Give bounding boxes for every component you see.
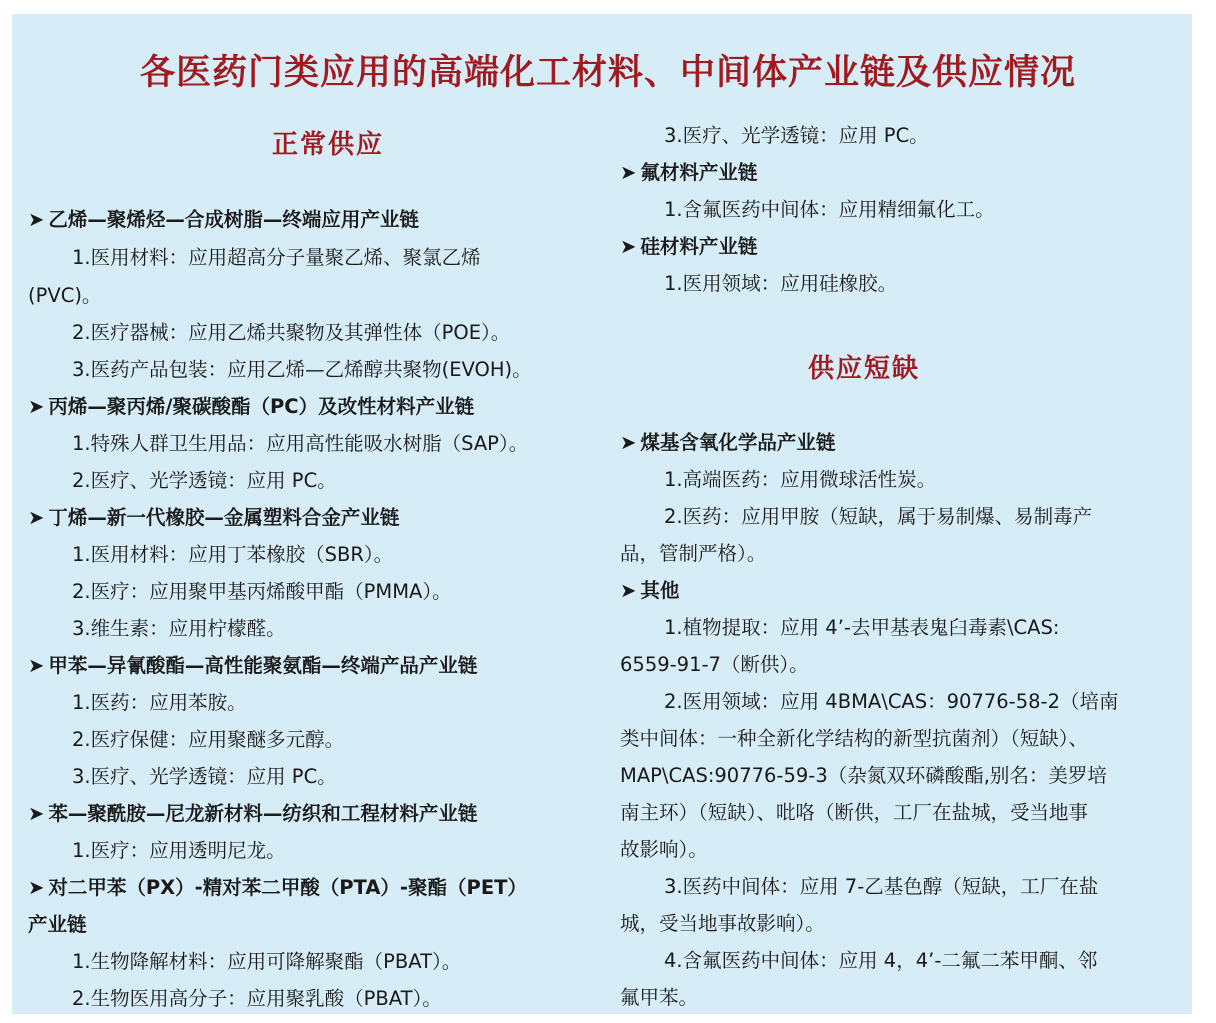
list-item: 2.医疗：应用聚甲基丙烯酸甲酯（PMMA）。	[72, 580, 452, 603]
list-item: 1.特殊人群卫生用品：应用高性能吸水树脂（SAP）。	[72, 432, 529, 455]
arrow-icon: ➤	[28, 654, 45, 677]
list-item: 1.医用材料：应用超高分子量聚乙烯、聚氯乙烯	[72, 246, 481, 269]
chain-heading: ➤ 对二甲苯（PX）-精对苯二甲酸（PTA）-聚酯（PET）	[28, 876, 527, 899]
chain-heading: ➤ 其他	[620, 579, 680, 602]
list-item: 3.维生素：应用柠檬醛。	[72, 617, 286, 640]
chain-heading: ➤ 丙烯—聚丙烯/聚碳酸酯（PC）及改性材料产业链	[28, 395, 475, 418]
arrow-icon: ➤	[28, 802, 45, 825]
list-item: 3.医疗、光学透镜：应用 PC。	[72, 765, 337, 788]
list-item: MAP\CAS:90776-59-3（杂氮双环磷酸酯,别名：美罗培	[620, 764, 1107, 787]
list-item: 2.医用领域：应用 4BMA\CAS：90776-58-2（培南	[664, 690, 1119, 713]
list-item: 品，管制严格）。	[620, 542, 767, 565]
list-item: 3.医药产品包装：应用乙烯—乙烯醇共聚物(EVOH)。	[72, 358, 532, 381]
arrow-icon: ➤	[620, 579, 637, 602]
chain-heading: ➤ 苯—聚酰胺—尼龙新材料—纺织和工程材料产业链	[28, 802, 478, 825]
list-item: 1.医用材料：应用丁苯橡胶（SBR）。	[72, 543, 394, 566]
arrow-icon: ➤	[28, 506, 45, 529]
chain-heading: ➤ 氟材料产业链	[620, 161, 758, 184]
section-title-shortage: 供应短缺	[808, 354, 921, 384]
arrow-icon: ➤	[28, 208, 45, 231]
chain-heading: ➤ 乙烯—聚烯烃—合成树脂—终端应用产业链	[28, 208, 419, 231]
chain-heading: ➤ 丁烯—新一代橡胶—金属塑料合金产业链	[28, 506, 400, 529]
list-item: 2.医疗、光学透镜：应用 PC。	[72, 469, 337, 492]
list-item: 2.医药：应用甲胺（短缺，属于易制爆、易制毒产	[664, 505, 1093, 528]
list-item: 1.高端医药：应用微球活性炭。	[664, 468, 937, 491]
list-item: 2.生物医用高分子：应用聚乳酸（PBAT）。	[72, 987, 442, 1010]
list-item: (PVC)。	[28, 284, 102, 307]
chain-heading: ➤ 煤基含氧化学品产业链	[620, 431, 836, 454]
list-item: 6559-91-7（断供）。	[620, 653, 809, 676]
list-item: 1.生物降解材料：应用可降解聚酯（PBAT）。	[72, 950, 462, 973]
arrow-icon: ➤	[28, 395, 45, 418]
list-item: 南主环）（短缺）、吡咯（断供，工厂在盐城，受当地事	[620, 801, 1089, 824]
chain-heading: ➤ 甲苯—异氰酸酯—高性能聚氨酯—终端产品产业链	[28, 654, 478, 677]
list-item: 1.植物提取：应用 4’-去甲基表鬼臼毒素\CAS:	[664, 616, 1060, 639]
arrow-icon: ➤	[620, 431, 637, 454]
page-title: 各医药门类应用的高端化工材料、中间体产业链及供应情况	[139, 53, 1076, 93]
chain-heading-continued: 产业链	[28, 913, 87, 936]
list-item: 氟甲苯。	[620, 986, 699, 1009]
section-title-normal-supply: 正常供应	[272, 130, 385, 160]
list-item: 1.医药：应用苯胺。	[72, 691, 247, 714]
arrow-icon: ➤	[620, 235, 637, 258]
list-item: 1.医疗：应用透明尼龙。	[72, 839, 286, 862]
list-item: 城，受当地事故影响）。	[620, 912, 825, 935]
arrow-icon: ➤	[28, 876, 45, 899]
chain-heading: ➤ 硅材料产业链	[620, 235, 758, 258]
list-item: 1.医用领域：应用硅橡胶。	[664, 272, 898, 295]
list-item: 2.医疗器械：应用乙烯共聚物及其弹性体（POE）。	[72, 321, 511, 344]
list-item: 3.医药中间体：应用 7-乙基色醇（短缺，工厂在盐	[664, 875, 1099, 898]
list-item: 故影响）。	[620, 838, 708, 861]
list-item: 1.含氟医药中间体：应用精细氟化工。	[664, 198, 995, 221]
list-item: 2.医疗保健：应用聚醚多元醇。	[72, 728, 345, 751]
arrow-icon: ➤	[620, 161, 637, 184]
list-item: 4.含氟医药中间体：应用 4，4’-二氟二苯甲酮、邻	[664, 949, 1098, 972]
list-item: 类中间体：一种全新化学结构的新型抗菌剂）（短缺）、	[620, 727, 1089, 750]
list-item: 3.医疗、光学透镜：应用 PC。	[664, 124, 929, 147]
